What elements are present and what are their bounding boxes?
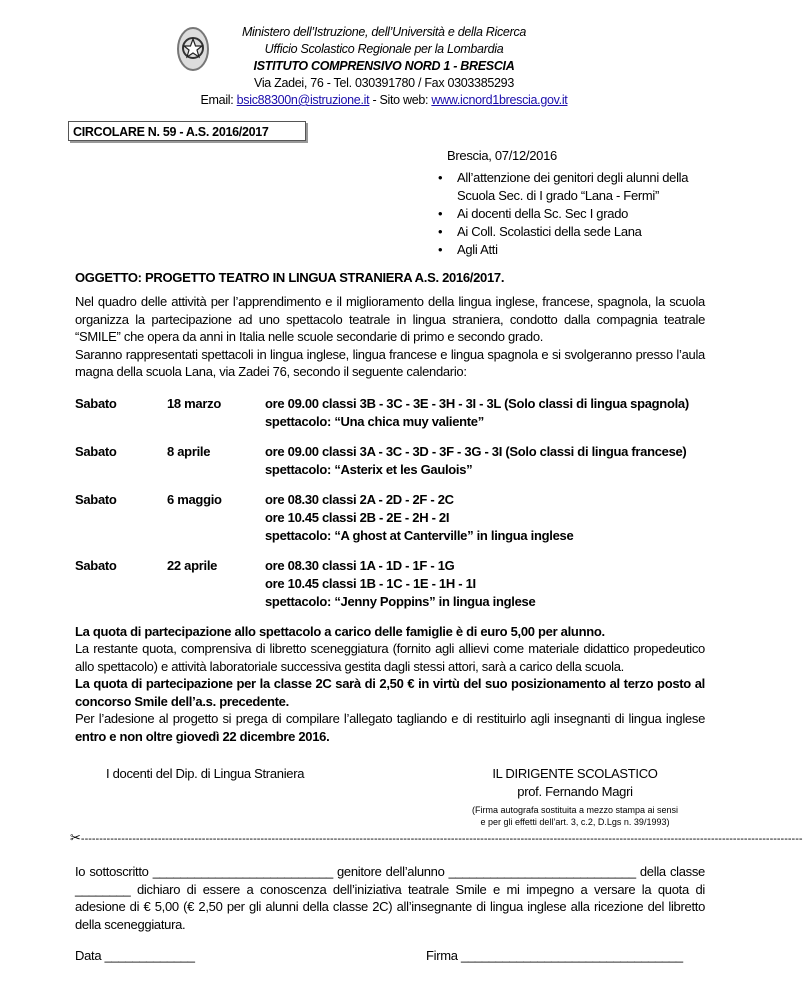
schedule-line: ore 08.30 classi 1A - 1D - 1F - 1G <box>265 557 455 573</box>
schedule-line: ore 09.00 classi 3A - 3C - 3D - 3F - 3G - 3I (Solo classi di lingua francese) <box>265 443 687 459</box>
fees-section <box>75 623 705 746</box>
subject-heading: OGGETTO: PROGETTO TEATRO IN LINGUA STRANIERA A.S. 2016/2017. <box>75 270 505 285</box>
schedule-line: spettacolo: “A ghost at Canterville” in lingua inglese <box>265 527 574 543</box>
schedule-details <box>265 395 705 431</box>
signatures <box>0 765 768 828</box>
schedule-date: 18 marzo <box>167 395 221 411</box>
deadline-date: entro e non oltre giovedì 22 dicembre 2016. <box>75 728 330 744</box>
cut-line <box>70 830 803 847</box>
school-name: ISTITUTO COMPRENSIVO NORD 1 - BRESCIA <box>253 59 515 73</box>
email-label: Email: <box>200 93 237 107</box>
deadline-text: Per l’adesione al progetto si prega di compilare l’allegato tagliando e di restituirlo agli insegnanti di lingua inglese <box>75 711 705 726</box>
ministry-name: Ministero dell’Istruzione, dell’Università e della Ricerca <box>241 25 527 39</box>
schedule-date: 8 aprile <box>167 443 211 459</box>
schedule-row <box>75 491 705 545</box>
schedule-line: spettacolo: “Asterix et les Gaulois” <box>265 461 473 477</box>
schedule-date: 6 maggio <box>167 491 222 507</box>
fee-paragraph: La restante quota, comprensiva di libretto sceneggiatura (fornito agli allievi come materiale didattico propedeutico allo spettacolo) e attività laboratoriale successiva gestita dagli stessi attori, sarà a carico della scuola. <box>75 641 705 674</box>
email-link[interactable]: bsic88300n@istruzione.it <box>236 93 370 107</box>
schedule-row <box>75 443 705 479</box>
recipient-item: • Ai docenti della Sc. Sec I grado <box>436 205 696 223</box>
web-label: - Sito web: <box>369 93 432 107</box>
recipient-item: • All’attenzione dei genitori degli alunni della Scuola Sec. di I grado “Lana - Fermi” <box>436 169 696 205</box>
schedule-line: ore 09.00 classi 3B - 3C - 3E - 3H - 3I - 3L (Solo classi di lingua spagnola) <box>265 395 689 411</box>
website-link[interactable]: www.icnord1brescia.gov.it <box>431 93 568 107</box>
intro-paragraph: Saranno rappresentati spettacoli in lingua inglese, lingua francese e lingua spagnola e si svolgeranno presso l’aula magna della scuola Lana, via Zadei 76, secondo il seguente calendario: <box>75 346 705 379</box>
scissors-icon: ✂ <box>70 830 81 845</box>
principal-signature <box>450 765 700 828</box>
schedule-details <box>265 491 705 545</box>
italian-republic-emblem-icon <box>165 24 221 74</box>
teachers-signature: I docenti del Dip. di Lingua Straniera <box>106 766 305 781</box>
schedule-day: Sabato <box>75 491 117 507</box>
schedule-row <box>75 557 705 611</box>
schedule-date: 22 aprile <box>167 557 218 573</box>
dashed-line: ----------------------------------------------------------------------------------------------------------------------------------------------------------------------------------------------------- <box>80 833 803 845</box>
schedule-day: Sabato <box>75 557 117 573</box>
schedule-line: ore 08.30 classi 2A - 2D - 2F - 2C <box>265 491 454 507</box>
document-date: Brescia, 07/12/2016 <box>447 148 557 163</box>
fee-paragraph: La quota di partecipazione per la classe 2C sarà di 2,50 € in virtù del suo posizionamento al terzo posto al concorso Smile dell’a.s. precedente. <box>75 676 705 709</box>
intro-paragraph: Nel quadro delle attività per l’apprendimento e il miglioramento della lingua inglese, francese, spagnola, la scuola organizza la partecipazione ad uno spettacolo teatrale in lingua straniera, condotto dalla compagnia teatrale “SMILE” che opera da anni in Italia nelle scuole secondarie di primo e secondo grado. <box>75 294 705 344</box>
signature-field[interactable]: Firma ________________________________ <box>426 948 683 963</box>
schedule-day: Sabato <box>75 443 117 459</box>
recipient-item: • Ai Coll. Scolastici della sede Lana <box>436 223 696 241</box>
contact-line <box>0 92 768 109</box>
principal-name: prof. Fernando Magri <box>517 784 633 799</box>
recipient-item: • Agli Atti <box>436 241 696 259</box>
signature-note: e per gli effetti dell’art. 3, c.2, D.Lgs n. 39/1993) <box>480 817 670 827</box>
schedule-day: Sabato <box>75 395 117 411</box>
schedule-line: spettacolo: “Jenny Poppins” in lingua inglese <box>265 593 536 609</box>
schedule-line: ore 10.45 classi 1B - 1C - 1E - 1H - 1I <box>265 575 476 591</box>
schedule-details <box>265 443 705 479</box>
fee-paragraph: La quota di partecipazione allo spettacolo a carico delle famiglie è di euro 5,00 per alunno. <box>75 623 605 639</box>
signature-note: (Firma autografa sostituita a mezzo stampa ai sensi <box>471 805 679 815</box>
schedule-line: ore 10.45 classi 2B - 2E - 2H - 2I <box>265 509 450 525</box>
recipients-list <box>436 169 696 259</box>
school-address: Via Zadei, 76 - Tel. 030391780 / Fax 0303385293 <box>254 76 514 90</box>
letterhead <box>0 24 768 109</box>
schedule-details <box>265 557 705 611</box>
schedule-row <box>75 395 705 431</box>
date-field[interactable]: Data _____________ <box>75 948 195 963</box>
regional-office: Ufficio Scolastico Regionale per la Lombardia <box>264 42 504 56</box>
form-signature-line <box>75 947 768 965</box>
intro-text <box>75 293 705 381</box>
schedule-line: spettacolo: “Una chica muy valiente” <box>265 413 484 429</box>
registration-form-text: Io sottoscritto __________________________ genitore dell’alunno ___________________________ della classe ________ dichiaro di essere a conoscenza dell’iniziativa teatrale Smile e mi impegno a versare la quota di adesione di € 5,00 (€ 2,50 per gli alunni della classe 2C) all’insegnante di lingua inglese alla ricezione del libretto della sceneggiatura. <box>75 864 705 932</box>
fee-paragraph <box>75 710 705 745</box>
circolare-number: CIRCOLARE N. 59 - A.S. 2016/2017 <box>68 121 306 141</box>
principal-title: IL DIRIGENTE SCOLASTICO <box>492 766 658 781</box>
